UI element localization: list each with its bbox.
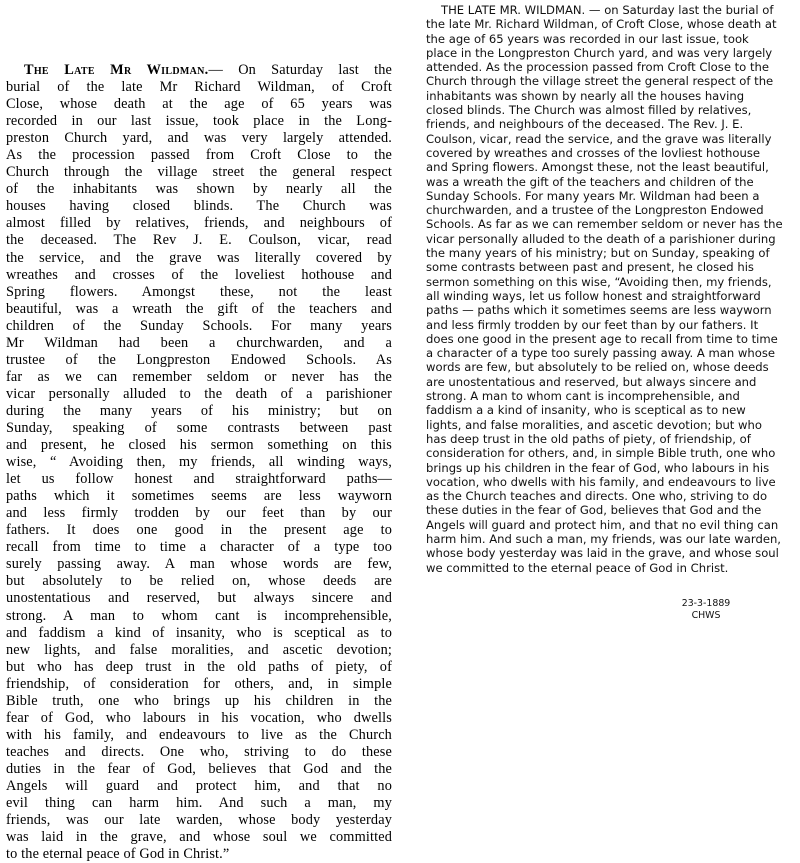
transcript-line: inhabitants was shown by nearly all the houses having: [426, 88, 745, 103]
clipping-line: burial of the late Mr Richard Wildman, of Croft: [6, 79, 392, 96]
transcript-line: lights, and false moralities, and ascetic devotion; but who: [426, 417, 762, 432]
transcript-line: are unostentatious and reserved, but always sincere and: [426, 374, 757, 389]
transcript-line: place in the Longpreston Church yard, and was very largely: [426, 45, 773, 60]
transcript-date: 23-3-1889: [681, 598, 731, 609]
transcript-line: we committed to the eternal peace of God in Christ.: [426, 560, 729, 575]
clipping-line: trustee of the Longpreston Endowed Schools. As: [6, 351, 392, 368]
clipping-line: Church through the village street the general respect: [6, 164, 392, 181]
clipping-line: Mr Wildman had been a churchwarden, and a: [6, 334, 392, 351]
clipping-line: Bible truth, one who brings up his children in the: [6, 692, 392, 709]
clipping-line: and faddism a kind of insanity, who is sceptical as to: [6, 624, 392, 641]
clipping-line: the service, and the grave was literally covered by: [6, 249, 392, 266]
clipping-line: new lights, and false moralities, and ascetic devotion;: [6, 641, 392, 658]
clipping-line: strong. A man to whom cant is incomprehensible,: [6, 607, 392, 624]
clipping-line: far as we can remember seldom or never has the: [6, 368, 392, 385]
clipping-line: the deceased. The Rev J. E. Coulson, vicar, read: [6, 232, 392, 249]
transcript-line: a character of a type too surely passing away. A man whose: [426, 346, 776, 361]
clipping-line: recall from time to time a character of a type too: [6, 539, 392, 556]
clipping-line: Angels will guard and protect him, and that no: [6, 777, 392, 794]
clipping-line: friendship, of consideration for others, and, in simple: [6, 675, 392, 692]
transcript-line: harm him. And such a man, my friends, was our late warden,: [426, 531, 781, 546]
clipping-line: fathers. It does one good in the present age to: [6, 522, 392, 539]
transcript-line: the age of 65 years was recorded in our last issue, took: [426, 31, 749, 46]
transcript-line: Angels will guard and protect him, and that no evil thing can: [426, 517, 779, 532]
clipping-heading: The Late Mr Wildman.: [24, 62, 209, 78]
clipping-line: recorded in our last issue, took place in the Long-: [6, 113, 392, 130]
transcript-line: the late Mr. Richard Wildman, of Croft Close, whose death at: [426, 17, 777, 32]
transcript-line: paths — paths which it sometimes seems are less wayworn: [426, 303, 772, 318]
clipping-line: but absolutely to be relied on, whose deeds are: [6, 573, 392, 590]
clipping-line: surely passing away. A man whose words are few,: [6, 556, 392, 573]
transcript-line: attended. As the procession passed from Croft Close to the: [426, 60, 769, 75]
clipping-line: preston Church yard, and was very largely attended.: [6, 130, 392, 147]
clipping-line: The Late Mr Wildman.— On Saturday last the: [24, 62, 392, 78]
newspaper-clipping-scan: [6, 62, 392, 863]
clipping-line: children of the Sunday Schools. For many years: [6, 317, 392, 334]
clipping-line: to the eternal peace of God in Christ.”: [6, 846, 230, 863]
transcript-line: whose body yesterday was laid in the grave, and whose soul: [426, 546, 779, 561]
transcript-line: and less firmly trodden by our feet than by our fathers. It: [426, 317, 759, 332]
clipping-line: unostentatious and reserved, but always sincere and: [6, 590, 392, 607]
clipping-line: duties in the fear of God, believes that God and the: [6, 760, 392, 777]
transcript-line: strong. A man to whom cant is incomprehensible, and: [426, 389, 740, 404]
transcript-line: these duties in the fear of God, believes that God and the: [426, 503, 762, 518]
transcript-line: sermon something on this wise, “Avoiding then, my friends,: [426, 274, 772, 289]
transcript-line: churchwarden, and a trustee of the Longpreston Endowed: [426, 203, 764, 218]
transcript-line: consideration for others, and, in simple Bible truth, one who: [426, 446, 776, 461]
transcript-signature: [676, 598, 736, 622]
clipping-line: was laid in the grave, and whose soul we committed: [6, 829, 392, 846]
clipping-line: but who has deep trust in the old paths of piety, of: [6, 658, 392, 675]
clipping-line: with his family, and endeavours to live as the Church: [6, 726, 392, 743]
clipping-line: let us follow honest and straightforward paths—: [6, 471, 392, 488]
transcript-line: Church through the village street the general respect of the: [426, 74, 774, 89]
transcript-line: and Spring flowers. Amongst these, not the least beautiful,: [426, 160, 769, 175]
clipping-line: Sunday, speaking of some contrasts between past: [6, 419, 392, 436]
clipping-line: of the inhabitants was shown by nearly all the: [6, 181, 392, 198]
clipping-line: almost filled by relatives, friends, and neighbours of: [6, 215, 392, 232]
clipping-line: Close, whose death at the age of 65 years was: [6, 96, 392, 113]
clipping-line: wise, “ Avoiding then, my friends, all winding ways,: [6, 454, 392, 471]
clipping-line: houses having closed blinds. The Church was: [6, 198, 392, 215]
transcript-line: faddism a a kind of insanity, who is sceptical as to new: [426, 403, 746, 418]
transcript-line: vocation, who dwells with his family, and endeavours to live: [426, 474, 776, 489]
clipping-line: As the procession passed from Croft Close to the: [6, 147, 392, 164]
transcript-line: has deep trust in the old paths of piety, of friendship, of: [426, 431, 751, 446]
clipping-line: during the many years of his ministry; but on: [6, 402, 392, 419]
clipping-line: evil thing can harm him. And such a man, my: [6, 795, 392, 812]
transcript-line: vicar personally alluded to the death of a parishioner during: [426, 231, 776, 246]
transcription-text: [426, 3, 796, 575]
transcript-line: some contrasts between past and present, he closed his: [426, 260, 754, 275]
transcript-line: THE LATE MR. WILDMAN. — on Saturday last the burial of: [441, 3, 774, 17]
clipping-line: and present, he closed his sermon something on this: [6, 437, 392, 454]
transcript-line: friends, and neighbours of the deceased. The Rev. J. E.: [426, 117, 744, 132]
clipping-line: and less firmly trodden by our feet than by our: [6, 505, 392, 522]
clipping-line: teaches and directs. One who, striving to do these: [6, 743, 392, 760]
transcript-line: closed blinds. The Church was almost filled by relatives,: [426, 103, 752, 118]
clipping-line: vicar personally alluded to the death of a parishioner: [6, 385, 392, 402]
transcript-line: Sunday Schools. For many years Mr. Wildman had been a: [426, 188, 760, 203]
transcript-line: covered by wreathes and crosses of the lovliest hothouse: [426, 145, 760, 160]
transcript-line: was a wreath the gift of the teachers and children of the: [426, 174, 754, 189]
clipping-line: Spring flowers. Amongst these, not the least: [6, 283, 392, 300]
transcript-line: as the Church teaches and directs. One who, striving to do: [426, 489, 768, 504]
clipping-line: wreathes and crosses of the loveliest hothouse and: [6, 266, 392, 283]
clipping-line: fear of God, who labours in his vocation, who dwells: [6, 709, 392, 726]
transcript-line: all winding ways, let us follow honest and straightforward: [426, 288, 761, 303]
transcript-line: the many years of his ministry; but on Sunday, speaking of: [426, 246, 770, 261]
transcript-line: does one good in the present age to recall from time to time: [426, 331, 778, 346]
clipping-line: friends, was our late warden, whose body yesterday: [6, 812, 392, 829]
clipping-line: beautiful, was a wreath the gift of the teachers and: [6, 300, 392, 317]
clipping-line: paths which it sometimes seems are less wayworn: [6, 488, 392, 505]
transcript-line: Schools. As far as we can remember seldom or never has the: [426, 217, 783, 232]
transcript-line: Coulson, vicar, read the service, and the grave was literally: [426, 131, 772, 146]
transcript-line: brings up his children in the fear of God, who labours in his: [426, 460, 770, 475]
transcript-line: words are few, but absolutely to be relied on, whose deeds: [426, 360, 769, 375]
transcriber-initials: CHWS: [691, 610, 721, 621]
